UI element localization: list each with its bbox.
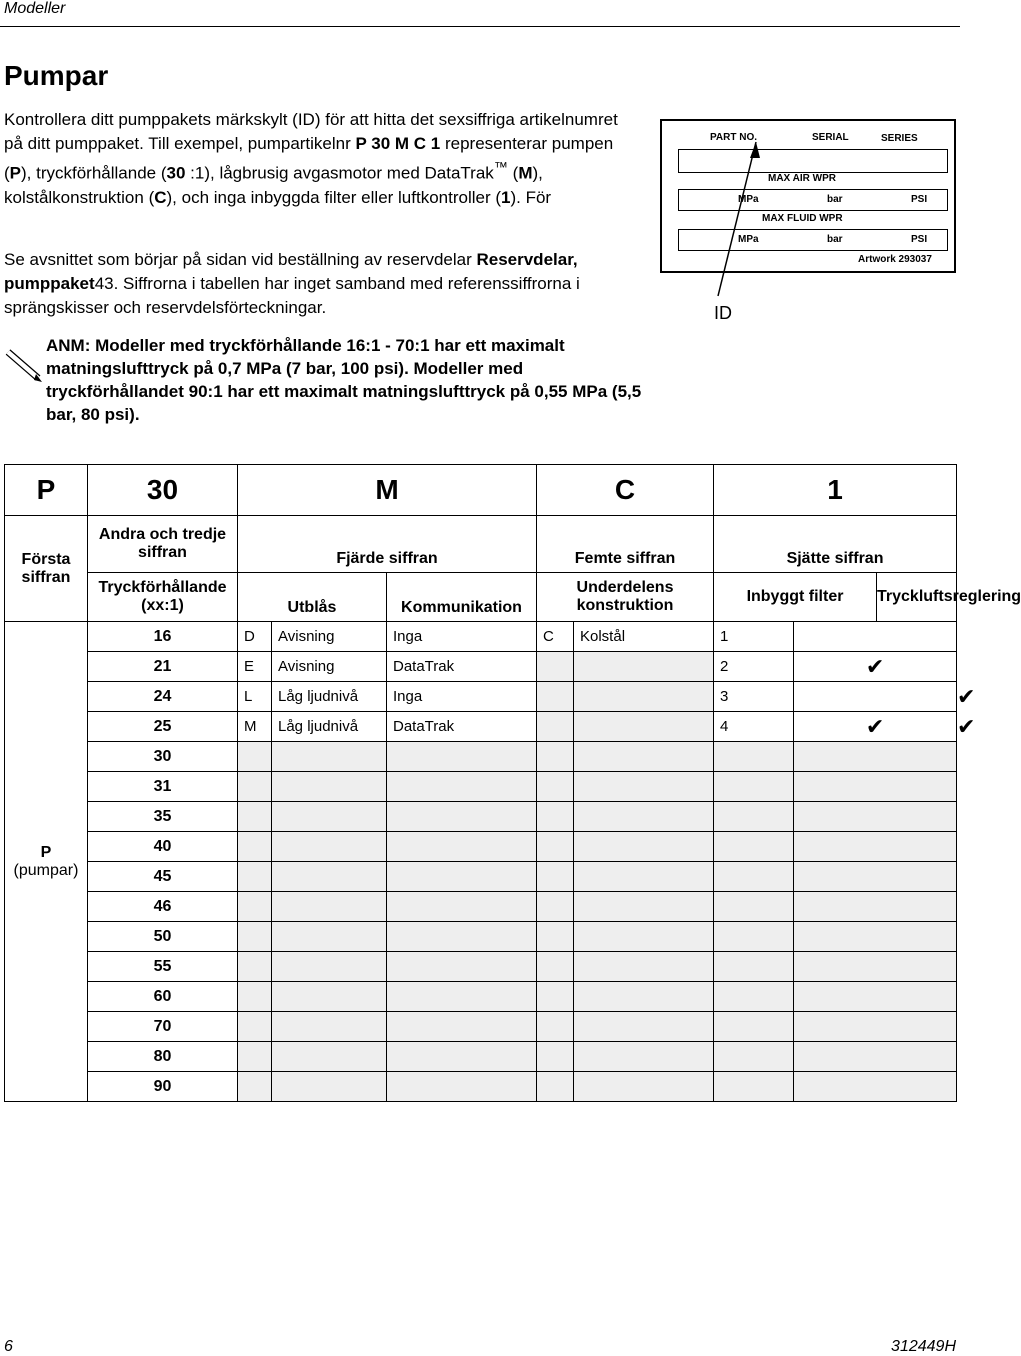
sixth-digit-value [714, 922, 794, 952]
table-row [5, 892, 957, 922]
ratio-value: 60 [88, 982, 238, 1012]
filter-check [794, 922, 957, 952]
ratio-value: 31 [88, 772, 238, 802]
intro-30: 30 [166, 163, 186, 183]
model-code-table [4, 464, 1021, 1102]
ratio-value: 40 [88, 832, 238, 862]
intro-c: C [154, 187, 167, 207]
filter-check [794, 622, 957, 652]
plate-serial: SERIAL [812, 132, 849, 143]
construction-code [537, 892, 574, 922]
exhaust-value: Låg ljudnivå [272, 682, 387, 712]
ref-link[interactable]: Reservdelar, pumppaket [4, 250, 578, 293]
exhaust-code [238, 1042, 272, 1072]
plate-fluid-psi: PSI [911, 234, 928, 245]
communication-value [387, 832, 537, 862]
exhaust-value [272, 922, 387, 952]
plate-fluid-bar: bar [827, 234, 843, 245]
exhaust-value [272, 772, 387, 802]
filter-check [794, 832, 957, 862]
ratio-header: Tryckförhållande (xx:1) [88, 573, 238, 622]
exhaust-value [272, 862, 387, 892]
ratio-value: 80 [88, 1042, 238, 1072]
table-row: 25 M Låg ljudnivå DataTrak 4 ✔ ✔ [5, 712, 957, 742]
plate-fluid-mpa: MPa [738, 234, 759, 245]
trademark: ™ [493, 160, 508, 176]
construction-value [574, 712, 714, 742]
filter-check [794, 742, 957, 772]
code-p: P [5, 465, 88, 516]
table-row [5, 1072, 957, 1102]
ref-text-2: 43. Siffrorna i tabellen har inget samband med referenssiffrorna i sprängskisser och reservdelsförteckningar. [4, 274, 580, 317]
construction-code: C [537, 622, 574, 652]
construction-value [574, 1012, 714, 1042]
intro-p: P [9, 163, 22, 183]
filter-check [794, 802, 957, 832]
table-row [5, 862, 957, 892]
communication-value [387, 1072, 537, 1102]
pump-code: P [40, 843, 52, 861]
sixth-digit-value [714, 862, 794, 892]
table-row: 24 L Låg ljudnivå Inga 3 ✔ [5, 682, 957, 712]
ratio-value: 25 [88, 712, 238, 742]
construction-code [537, 1012, 574, 1042]
construction-value [574, 1072, 714, 1102]
exhaust-code [238, 742, 272, 772]
exhaust-code: L [238, 682, 272, 712]
construction-value: Kolstål [574, 622, 714, 652]
table-row [5, 652, 957, 682]
sixth-digit-value: 3 [714, 682, 794, 712]
regulation-header: Tryckluftsreglering [877, 573, 957, 622]
table-row [5, 1012, 957, 1042]
filter-check [794, 1042, 957, 1072]
exhaust-code: E [238, 652, 272, 682]
intro-m: M [518, 163, 533, 183]
exhaust-value [272, 952, 387, 982]
communication-value: Inga [387, 622, 537, 652]
communication-value [387, 922, 537, 952]
page-title: Pumpar [4, 60, 109, 91]
communication-value: DataTrak [387, 712, 537, 742]
sixth-digit-value: 1 [714, 622, 794, 652]
construction-value [574, 802, 714, 832]
code-c: C [537, 465, 714, 516]
filter-check [794, 862, 957, 892]
table-body [5, 622, 976, 1102]
intro-text-8: ). För [510, 187, 552, 207]
ratio-value: 46 [88, 892, 238, 922]
sixth-digit-value: 2 [714, 652, 794, 682]
code-m: M [238, 465, 537, 516]
code-30: 30 [88, 465, 238, 516]
communication-value [387, 772, 537, 802]
sixth-digit-value [714, 1012, 794, 1042]
exhaust-code [238, 1012, 272, 1042]
exhaust-header: Utblås [238, 573, 387, 622]
construction-value [574, 862, 714, 892]
communication-value [387, 1012, 537, 1042]
ratio-value: 70 [88, 1012, 238, 1042]
table-row [5, 982, 957, 1012]
construction-code [537, 802, 574, 832]
construction-value [574, 832, 714, 862]
plate-max-fluid: MAX FLUID WPR [762, 213, 843, 224]
note-text: ANM: Modeller med tryckförhållande 16:1 - 70:1 har ett maximalt matningslufttryck på 0,7 MPa (7 bar, 100 psi). Modeller med tryckförhållandet 90:1 har ett maximalt matningslufttryck på 0,55 MPa (5,5 bar, 80 psi). [46, 336, 642, 424]
construction-value [574, 982, 714, 1012]
table-row [5, 802, 957, 832]
exhaust-value [272, 802, 387, 832]
communication-value: DataTrak [387, 652, 537, 682]
ratio-value: 30 [88, 742, 238, 772]
communication-value [387, 1042, 537, 1072]
construction-value [574, 1042, 714, 1072]
plate-series: SERIES [881, 133, 918, 144]
table-row [5, 742, 957, 772]
communication-value [387, 982, 537, 1012]
filter-check [794, 892, 957, 922]
filter-check: ✔ [794, 712, 957, 742]
sixth-digit-value: 4 [714, 712, 794, 742]
construction-code [537, 982, 574, 1012]
communication-header: Kommunikation [387, 573, 537, 622]
ref-text-1: Se avsnittet som börjar på sidan vid beställning av reservdelar [4, 250, 477, 269]
page-number: 6 [4, 1338, 13, 1355]
first-digit-header: Första siffran [5, 516, 88, 622]
intro-text-2: representerar pumpen ( [4, 134, 614, 183]
code-1: 1 [714, 465, 957, 516]
plate-air-bar: bar [827, 194, 843, 205]
section-header: Modeller [4, 0, 66, 17]
communication-value [387, 742, 537, 772]
ratio-value: 90 [88, 1072, 238, 1102]
exhaust-code [238, 892, 272, 922]
sixth-digit-value [714, 742, 794, 772]
communication-value [387, 862, 537, 892]
exhaust-code [238, 832, 272, 862]
ratio-value: 24 [88, 682, 238, 712]
table-row [5, 952, 957, 982]
exhaust-code [238, 772, 272, 802]
communication-value [387, 892, 537, 922]
construction-value [574, 892, 714, 922]
exhaust-code [238, 862, 272, 892]
exhaust-code: M [238, 712, 272, 742]
construction-code [537, 1042, 574, 1072]
sixth-digit-value [714, 1042, 794, 1072]
construction-value [574, 922, 714, 952]
exhaust-code [238, 802, 272, 832]
intro-text-4: :1), lågbrusig avgasmotor med DataTrak [185, 163, 494, 183]
ratio-value: 21 [88, 652, 238, 682]
construction-value [574, 652, 714, 682]
filter-check [794, 982, 957, 1012]
exhaust-value [272, 742, 387, 772]
table-row [5, 1042, 957, 1072]
document-number: 312449H [891, 1338, 956, 1355]
exhaust-value [272, 982, 387, 1012]
construction-value [574, 952, 714, 982]
id-pointer-arrow [0, 0, 960, 330]
communication-value [387, 952, 537, 982]
sixth-digit-value [714, 1072, 794, 1102]
table-row [5, 832, 957, 862]
pencil-note-icon [4, 346, 44, 386]
construction-code [537, 862, 574, 892]
construction-code [537, 742, 574, 772]
fourth-digit-header: Fjärde siffran [238, 516, 537, 573]
exhaust-value [272, 1012, 387, 1042]
filter-check [794, 1012, 957, 1042]
pump-label: (pumpar) [13, 861, 79, 879]
intro-code: P 30 M C 1 [355, 134, 441, 153]
construction-header: Underdelens konstruktion [537, 573, 714, 622]
construction-value [574, 682, 714, 712]
construction-code [537, 832, 574, 862]
fifth-digit-header: Femte siffran [537, 516, 714, 573]
intro-text-7: ), och inga inbyggda filter eller luftkontroller ( [166, 187, 502, 207]
exhaust-value [272, 892, 387, 922]
sixth-digit-value [714, 892, 794, 922]
ratio-value: 16 [88, 622, 238, 652]
exhaust-value: Låg ljudnivå [272, 712, 387, 742]
sixth-digit-value [714, 772, 794, 802]
construction-value [574, 742, 714, 772]
ratio-value: 55 [88, 952, 238, 982]
communication-value [387, 802, 537, 832]
exhaust-code: D [238, 622, 272, 652]
pump-cell [5, 622, 88, 1102]
exhaust-value: Avisning [272, 622, 387, 652]
second-third-header: Andra och tredje siffran [88, 516, 238, 573]
intro-text-5: ( [507, 163, 519, 183]
sixth-digit-value [714, 802, 794, 832]
exhaust-code [238, 982, 272, 1012]
intro-1: 1 [501, 187, 511, 207]
id-label: ID [714, 303, 732, 323]
sixth-digit-value [714, 982, 794, 1012]
ratio-value: 50 [88, 922, 238, 952]
plate-air-psi: PSI [911, 194, 928, 205]
construction-code [537, 1072, 574, 1102]
exhaust-value: Avisning [272, 652, 387, 682]
filter-check [794, 772, 957, 802]
plate-air-mpa: MPa [738, 194, 759, 205]
intro-text-1: Kontrollera ditt pumppakets märkskylt (ID) för att hitta det sexsiffriga artikelnumret på ditt pumppaket. Till exempel, pumpartikelnr [4, 110, 618, 153]
table-row [5, 922, 957, 952]
construction-code [537, 652, 574, 682]
construction-code [537, 712, 574, 742]
plate-part-no: PART NO. [710, 132, 758, 143]
sixth-digit-header: Sjätte siffran [714, 516, 957, 573]
filter-check [794, 682, 957, 712]
intro-text-6: ), kolstålkonstruktion ( [4, 163, 543, 207]
sixth-digit-value [714, 832, 794, 862]
construction-value [574, 772, 714, 802]
plate-max-air: MAX AIR WPR [768, 173, 836, 184]
construction-code [537, 922, 574, 952]
ratio-value: 45 [88, 862, 238, 892]
plate-artwork: Artwork 293037 [858, 254, 932, 265]
filter-check [794, 952, 957, 982]
construction-code [537, 682, 574, 712]
construction-code [537, 772, 574, 802]
filter-header: Inbyggt filter [714, 573, 877, 622]
exhaust-code [238, 922, 272, 952]
ratio-value: 35 [88, 802, 238, 832]
exhaust-value [272, 1072, 387, 1102]
exhaust-value [272, 1042, 387, 1072]
sixth-digit-value [714, 952, 794, 982]
exhaust-code [238, 1072, 272, 1102]
exhaust-value [272, 832, 387, 862]
construction-code [537, 952, 574, 982]
filter-check [794, 1072, 957, 1102]
communication-value: Inga [387, 682, 537, 712]
table-row [5, 622, 957, 652]
intro-text-3: ), tryckförhållande ( [21, 163, 167, 183]
exhaust-code [238, 952, 272, 982]
filter-check: ✔ [794, 652, 957, 682]
table-row [5, 772, 957, 802]
